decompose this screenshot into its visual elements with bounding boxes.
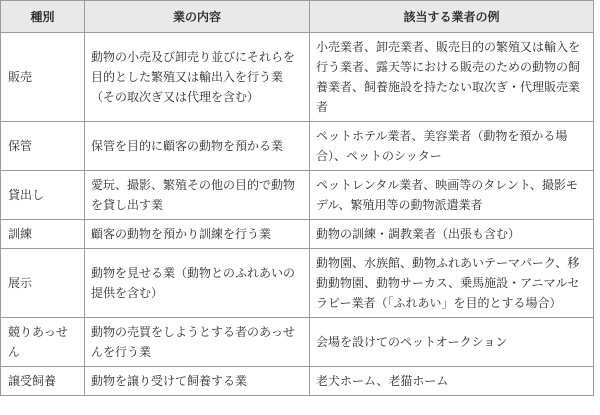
row-examples: 会場を設けてのペットオークション <box>310 318 594 367</box>
row-examples: 動物の訓練・調教業者（出張も含む） <box>310 220 594 249</box>
row-examples: ペットレンタル業者、映画等のタレント、撮影モデル、繁殖用等の動物派遣業者 <box>310 171 594 220</box>
row-examples: 老犬ホーム、老猫ホーム <box>310 367 594 396</box>
row-content: 愛玩、撮影、繁殖その他の目的で動物を貸し出す業 <box>85 171 310 220</box>
row-content: 動物の売買をしようとする者のあっせんを行う業 <box>85 318 310 367</box>
table-row <box>1 367 594 396</box>
row-examples: 動物園、水族館、動物ふれあいテーマパーク、移動動物園、動物サーカス、乗馬施設・アニマルセラピー業者（「ふれあい」を目的とする場合） <box>310 249 594 318</box>
table-row <box>1 318 594 367</box>
table-row <box>1 122 594 171</box>
row-content: 動物を譲り受けて飼養する業 <box>85 367 310 396</box>
header-examples: 該当する業者の例 <box>310 1 594 33</box>
header-row <box>1 1 594 33</box>
table-row <box>1 220 594 249</box>
row-content: 動物の小売及び卸売り並びにそれらを目的とした繁殖又は輸出入を行う業（その取次ぎ又は代理を含む） <box>85 33 310 122</box>
row-content: 動物を見せる業（動物とのふれあいの提供を含む） <box>85 249 310 318</box>
row-type: 譲受飼養 <box>1 367 85 396</box>
row-type: 展示 <box>1 249 85 318</box>
row-type: 訓練 <box>1 220 85 249</box>
row-examples: 小売業者、卸売業者、販売目的の繁殖又は輸入を行う業者、露天等における販売のための動物の飼養業者、飼養施設を持たない取次ぎ・代理販売業者 <box>310 33 594 122</box>
row-content: 顧客の動物を預かり訓練を行う業 <box>85 220 310 249</box>
header-content: 業の内容 <box>85 1 310 33</box>
row-type: 販売 <box>1 33 85 122</box>
row-examples: ペットホテル業者、美容業者（動物を預かる場合）、ペットのシッター <box>310 122 594 171</box>
row-content: 保管を目的に顧客の動物を預かる業 <box>85 122 310 171</box>
table-row <box>1 249 594 318</box>
row-type: 保管 <box>1 122 85 171</box>
table-row <box>1 33 594 122</box>
table-row <box>1 171 594 220</box>
header-type: 種別 <box>1 1 85 33</box>
row-type: 貸出し <box>1 171 85 220</box>
row-type: 競りあっせん <box>1 318 85 367</box>
